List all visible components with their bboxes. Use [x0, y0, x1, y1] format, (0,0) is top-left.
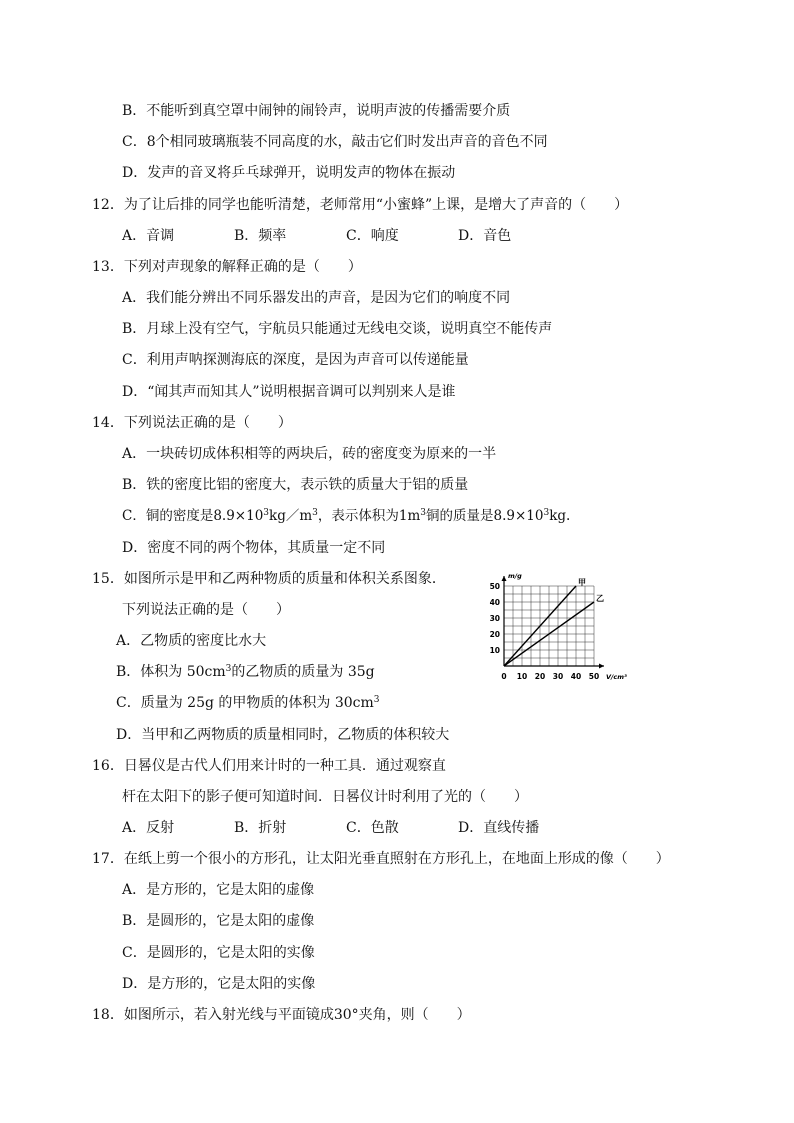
- q13-stem: 13．下列对声现象的解释正确的是（ ）: [92, 259, 362, 275]
- x-axis-label: V/cm³: [606, 673, 627, 681]
- q17-option-a: A．是方形的，它是太阳的虚像: [122, 882, 315, 898]
- series-label: 乙: [596, 594, 604, 603]
- y-tick-label: 50: [489, 582, 500, 591]
- q13-option-b: B．月球上没有空气，宇航员只能通过无线电交谈，说明真空不能传声: [122, 321, 553, 337]
- q11-option-d: D．发声的音叉将乒乓球弹开，说明发声的物体在振动: [122, 165, 456, 181]
- q16-option-a: A．反射: [122, 820, 175, 836]
- x-tick-label: 40: [570, 672, 582, 681]
- x-tick-label: 10: [516, 672, 528, 681]
- x-axis-arrow: [599, 664, 604, 669]
- q12-option-a: A．音调: [122, 228, 175, 244]
- series-label: 甲: [578, 578, 586, 587]
- chart-grid: [504, 586, 594, 666]
- q15-option-b: B．体积为 $50cm^3$的乙物质的质量为 35g: [116, 664, 375, 680]
- q12-option-c: C．响度: [346, 228, 399, 244]
- q16-option-c: C．色散: [346, 820, 399, 836]
- q12-stem: 12．为了让后排的同学也能听清楚，老师常用“小蜜蜂”上课，是增大了声音的（ ）: [92, 197, 629, 213]
- q17-option-c: C．是圆形的，它是太阳的实像: [122, 945, 315, 961]
- x-tick-label: 20: [534, 672, 546, 681]
- q14-option-b: B．铁的密度比铝的密度大，表示铁的质量大于铝的质量: [122, 477, 469, 493]
- q15-option-d: D．当甲和乙两物质的质量相同时，乙物质的体积较大: [116, 727, 450, 743]
- y-axis-arrow: [502, 576, 507, 581]
- q14-option-c: C．铜的密度是$8.9\times 10^3kg/m^3$，表示体积为$1m^3$铜的质量是$8.9\times 10^3kg$.: [122, 508, 571, 524]
- q16-stem-cont: 杆在太阳下的影子便可知道时间．日晷仪计时利用了光的（ ）: [122, 789, 528, 805]
- q13-option-c: C．利用声呐探测海底的深度，是因为声音可以传递能量: [122, 352, 469, 368]
- y-tick-label: 10: [489, 646, 500, 655]
- y-tick-label: 20: [489, 630, 500, 639]
- q11-option-b: B．不能听到真空罩中闹钟的闹铃声，说明声波的传播需要介质: [122, 103, 511, 119]
- q13-option-d: D．“闻其声而知其人”说明根据音调可以判别来人是谁: [122, 384, 456, 400]
- y-tick-label: 30: [489, 614, 500, 623]
- q18-stem: 18．如图所示，若入射光线与平面镜成30°夹角，则（ ）: [92, 1007, 471, 1023]
- q15-stem-cont: 下列说法正确的是（ ）: [122, 602, 290, 618]
- y-axis-label: m/g: [508, 572, 522, 580]
- x-tick-label: 50: [588, 672, 600, 681]
- q12-option-b: B．频率: [234, 228, 287, 244]
- x-tick-label: 0: [501, 672, 507, 681]
- q12-option-d: D．音色: [458, 228, 512, 244]
- q14-stem: 14．下列说法正确的是（ ）: [92, 415, 292, 431]
- q16-stem: 16．日晷仪是古代人们用来计时的一种工具．通过观察直: [92, 758, 446, 774]
- q13-option-a: A．我们能分辨出不同乐器发出的声音，是因为它们的响度不同: [122, 290, 511, 306]
- mass-volume-chart: [486, 566, 628, 686]
- q14-option-d: D．密度不同的两个物体，其质量一定不同: [122, 540, 386, 556]
- q15-option-c: C．质量为 25g 的甲物质的体积为 $30cm^3$: [116, 695, 380, 711]
- chart-axes: [502, 576, 605, 669]
- y-tick-label: 40: [489, 598, 500, 607]
- x-tick-label: 30: [552, 672, 564, 681]
- chart-labels: [490, 572, 627, 681]
- q15-stem: 15．如图所示是甲和乙两种物质的质量和体积关系图象．: [92, 571, 446, 587]
- q11-option-c: C．8个相同玻璃瓶装不同高度的水，敲击它们时发出声音的音色不同: [122, 134, 548, 150]
- q16-option-b: B．折射: [234, 820, 287, 836]
- q17-option-b: B．是圆形的，它是太阳的虚像: [122, 913, 315, 929]
- q17-option-d: D．是方形的，它是太阳的实像: [122, 976, 316, 992]
- q16-option-d: D．直线传播: [458, 820, 540, 836]
- q17-stem: 17．在纸上剪一个很小的方形孔，让太阳光垂直照射在方形孔上，在地面上形成的像（ ）: [92, 851, 670, 867]
- q14-option-a: A．一块砖切成体积相等的两块后，砖的密度变为原来的一半: [122, 446, 497, 462]
- q15-option-a: A．乙物质的密度比水大: [116, 633, 267, 649]
